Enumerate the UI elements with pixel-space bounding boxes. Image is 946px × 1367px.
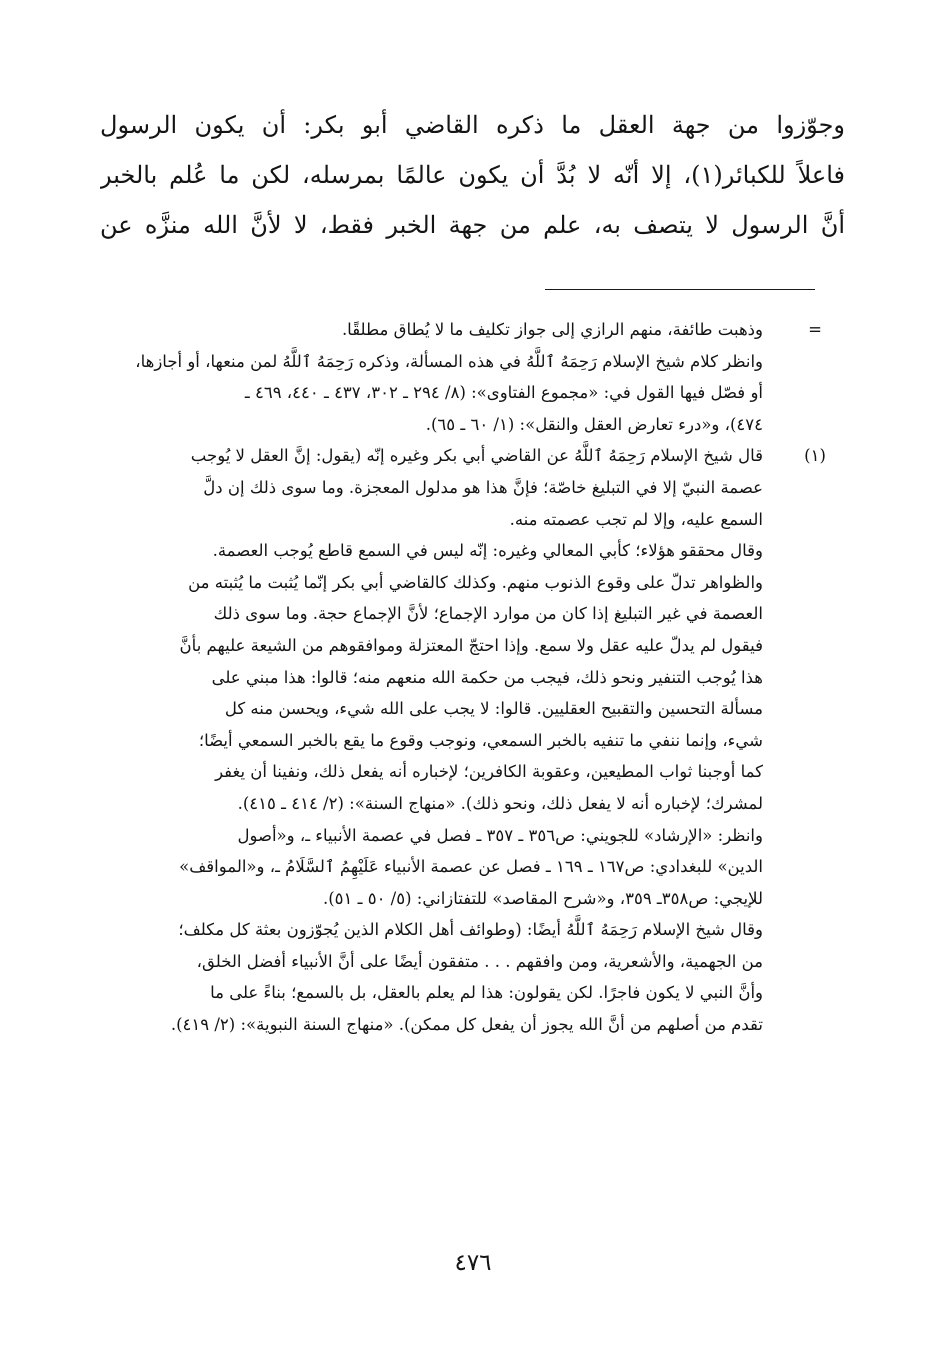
footnote-line (100, 314, 845, 346)
footnote-text: للإيجي: ص٣٥٨ـ ٣٥٩، و«شرح المقاصد» للتفتازاني: (٥/ ٥٠ ـ ٥١). (322, 888, 763, 908)
footnote-line (100, 567, 845, 599)
footnote-line (100, 820, 845, 852)
footnote-text: وقال شيخ الإسلام رَحِمَهُ ٱللَّهُ أيضًا: (وطوائف أهل الكلام الذين يُجوّزون بعثة كل مكلف؛ (178, 920, 763, 940)
footnote-text: السمع عليه، وإلا لم تجب عصمته منه. (509, 509, 763, 529)
footnote-line (100, 788, 845, 820)
main-line: أنَّ الرسول لا يتصف به، علم من جهة الخبر فقط، لا لأنَّ الله منزَّه عن (100, 211, 845, 239)
page-number: ٤٧٦ (454, 1250, 492, 1276)
footnote-text: وأنَّ النبي لا يكون فاجرًا. لكن يقولون: هذا لم يعلم بالعقل، بل بالسمع؛ بناءً على ما (210, 983, 763, 1003)
footnote-text: العصمة في غير التبليغ إذا كان من موارد الإجماع؛ لأنَّ الإجماع حجة. وما سوى ذلك (213, 604, 763, 624)
footnote-line (100, 346, 845, 378)
footnote-line (100, 851, 845, 883)
footnote-line (100, 756, 845, 788)
footnote-text: تقدم من أصلهم من أنَّ الله يجوز أن يفعل كل ممكن). «منهاج السنة النبوية»: (٢/ ٤١٩). (170, 1015, 763, 1035)
footnote-line (100, 630, 845, 662)
footnote-line (100, 535, 845, 567)
footnote-line (100, 440, 845, 472)
footnote-line (100, 977, 845, 1009)
footnotes (100, 314, 845, 1041)
footnote-line (100, 725, 845, 757)
footnote-text: وانظر كلام شيخ الإسلام رَحِمَهُ ٱللَّهُ في هذه المسألة، وذكره رَحِمَهُ ٱللَّهُ لمن منعها، أو أجازها، (135, 351, 763, 371)
footnote-marker: = (808, 320, 822, 339)
footnote-text: قال شيخ الإسلام رَحِمَهُ ٱللَّهُ عن القاضي أبي بكر وغيره إنّه (يقول: إنَّ العقل لا يُوجب (190, 446, 763, 466)
footnote-text: مسألة التحسين والتقبيح العقليين. قالوا: لا يجب على الله شيء، ويحسن منه كل (224, 699, 763, 719)
footnote-text: من الجهمية، والأشعرية، ومن وافقهم . . . متفقون أيضًا على أنَّ الأنبياء أفضل الخلق، (196, 951, 763, 971)
footnote-separator (545, 289, 815, 290)
footnote-text: فيقول لم يدلّ عليه عقل ولا سمع. وإذا احتجّ المعتزلة وموافقوهم من الشيعة عليهم بأنَّ (179, 635, 763, 655)
footnote-line (100, 504, 845, 536)
footnote-marker: (١) (804, 446, 826, 466)
footnote-line (100, 377, 845, 409)
footnote-text: والظواهر تدلّ على وقوع الذنوب منهم. وكذلك كالقاضي أبي بكر إنّما يُثبت ما يُثبته من (188, 572, 763, 592)
footnote-line (100, 472, 845, 504)
footnote-text: شيء، وإنما ننفي ما تنفيه بالخبر السمعي، ونوجب وقوع ما يقع بالخبر السمعي أيضًا؛ (198, 730, 763, 750)
footnote-text: وانظر: «الإرشاد» للجويني: ص٣٥٦ ـ ٣٥٧ ـ فصل في عصمة الأنبياء ـ، و«أصول (237, 825, 763, 845)
main-text (100, 100, 845, 250)
footnote-text: لمشرك؛ لإخباره أنه لا يفعل ذلك، ونحو ذلك). «منهاج السنة»: (٢/ ٤١٤ ـ ٤١٥). (237, 793, 763, 813)
footnote-line (100, 1009, 845, 1041)
footnote-text: وقال محققو هؤلاء؛ كأبي المعالي وغيره: إنّه ليس في السمع قاطع يُوجب العصمة. (212, 541, 763, 561)
footnote-text: ٤٧٤)، و«درء تعارض العقل والنقل»: (١/ ٦٠ ـ ٦٥). (425, 414, 763, 434)
footnote-line (100, 883, 845, 915)
footnote-text: أو فصّل فيها القول في: «مجموع الفتاوى»: (٨/ ٢٩٤ ـ ٣٠٢، ٤٣٧ ـ ٤٤٠، ٤٦٩ ـ (244, 383, 763, 403)
main-line: وجوّزوا من جهة العقل ما ذكره القاضي أبو بكر: أن يكون الرسول (100, 111, 845, 139)
footnote-text: الدين» للبغدادي: ص١٦٧ ـ ١٦٩ ـ فصل عن عصمة الأنبياء عَلَيْهِمُ ٱلسَّلَامُ ـ، و«المواقف» (179, 857, 763, 877)
footnote-line (100, 409, 845, 441)
main-line: فاعلاً للكبائر(١)، إلا أنّه لا بُدَّ أن يكون عالمًا بمرسله، لكن ما عُلم بالخبر (100, 161, 845, 189)
footnote-line (100, 662, 845, 694)
footnote-line (100, 946, 845, 978)
footnote-line (100, 914, 845, 946)
footnote-text: هذا يُوجب التنفير ونحو ذلك، فيجب من حكمة الله منعهم منه؛ قالوا: هذا مبني على (211, 667, 763, 687)
footnote-line (100, 693, 845, 725)
footnote-text: عصمة النبيّ إلا في التبليغ خاصّة؛ فإنَّ هذا هو مدلول المعجزة. وما سوى ذلك إن دلَّ (203, 477, 763, 497)
footnote-text: وذهبت طائفة، منهم الرازي إلى جواز تكليف ما لا يُطاق مطلقًا. (341, 320, 763, 339)
footnote-line (100, 598, 845, 630)
footnote-text: كما أوجبنا ثواب المطيعين، وعقوبة الكافرين؛ لإخباره أنه يفعل ذلك، ونفينا أن يغفر (215, 762, 763, 782)
